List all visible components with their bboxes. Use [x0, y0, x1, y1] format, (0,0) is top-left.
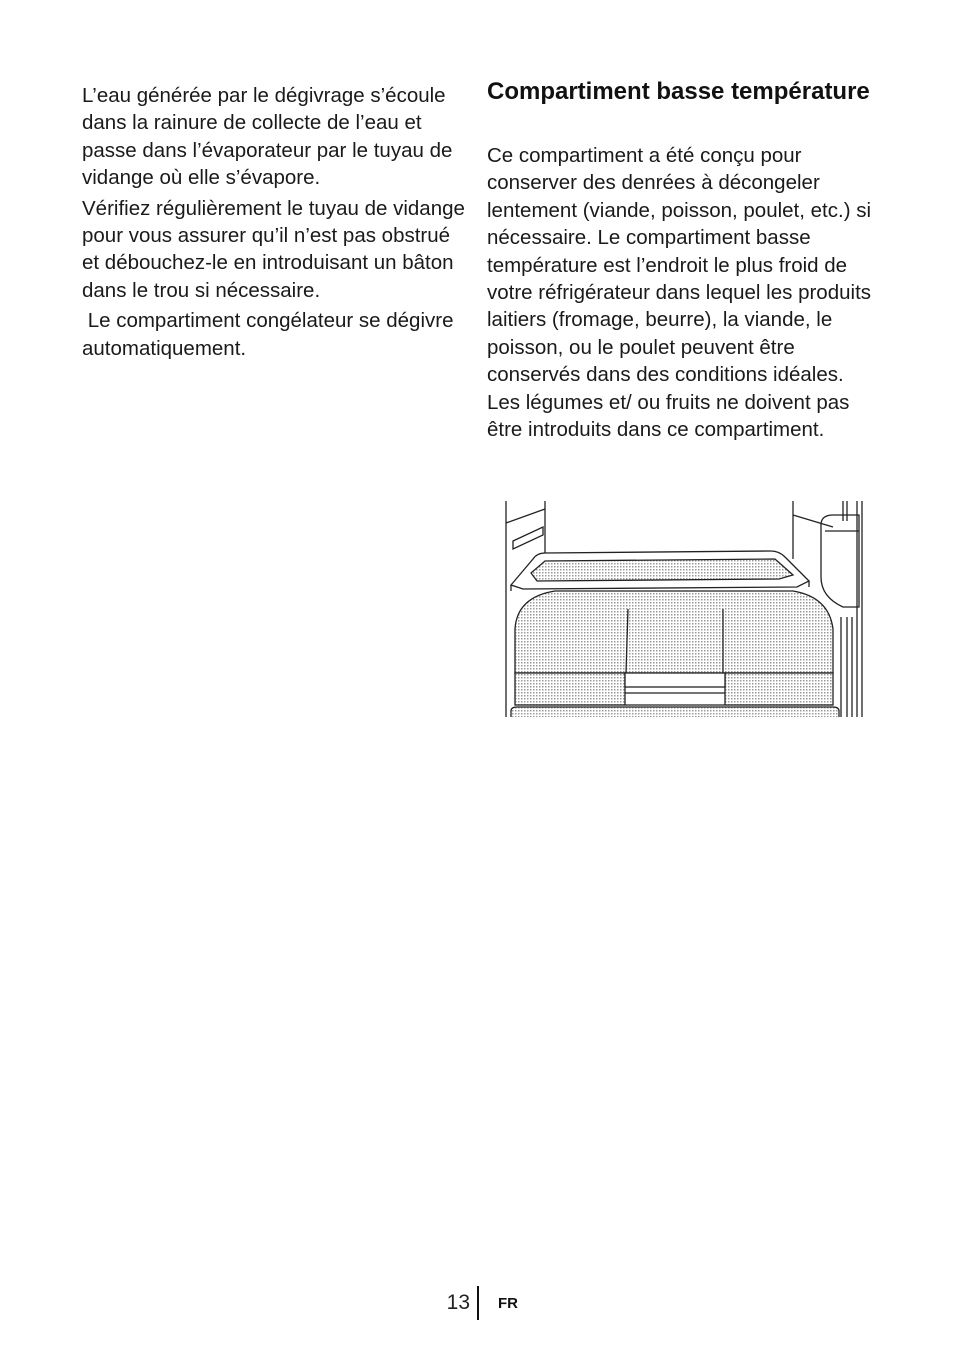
right-column	[487, 78, 872, 443]
paragraph-defrost-water: L’eau générée par le dégivrage s’écoule dans la rainure de collecte de l’eau et passe dans l’évaporateur par le tuyau de vidange où elle s’évapore.	[82, 84, 453, 190]
language-code: FR	[498, 1295, 518, 1312]
footer-divider	[477, 1286, 479, 1320]
left-column	[82, 82, 467, 365]
chiller-compartment-illustration	[503, 497, 865, 719]
section-heading: Compartiment basse température	[487, 78, 870, 105]
page-footer	[0, 1286, 954, 1320]
paragraph-freezer-defrost: Le compartiment congélateur se dégivre automatiquement.	[82, 309, 460, 360]
page-number: 13	[446, 1291, 470, 1314]
section-body: Ce compartiment a été conçu pour conserver des denrées à décongeler lentement (viande, poisson, poulet, etc.) si nécessaire. Le compartiment basse température est l’endroit le plus froid de votre réfrigérateur dans lequel les produits laitiers (fromage, beurre), la viande, le poisson, ou le poulet peuvent être conservés dans des conditions idéales. Les légumes et/ ou fruits ne doivent pas être introduits dans ce compartiment.	[487, 144, 872, 442]
paragraph-drain-check: Vérifiez régulièrement le tuyau de vidange pour vous assurer qu’il n’est pas obstrué et débouchez-le en introduisant un bâton dans le trou si nécessaire.	[82, 196, 465, 302]
